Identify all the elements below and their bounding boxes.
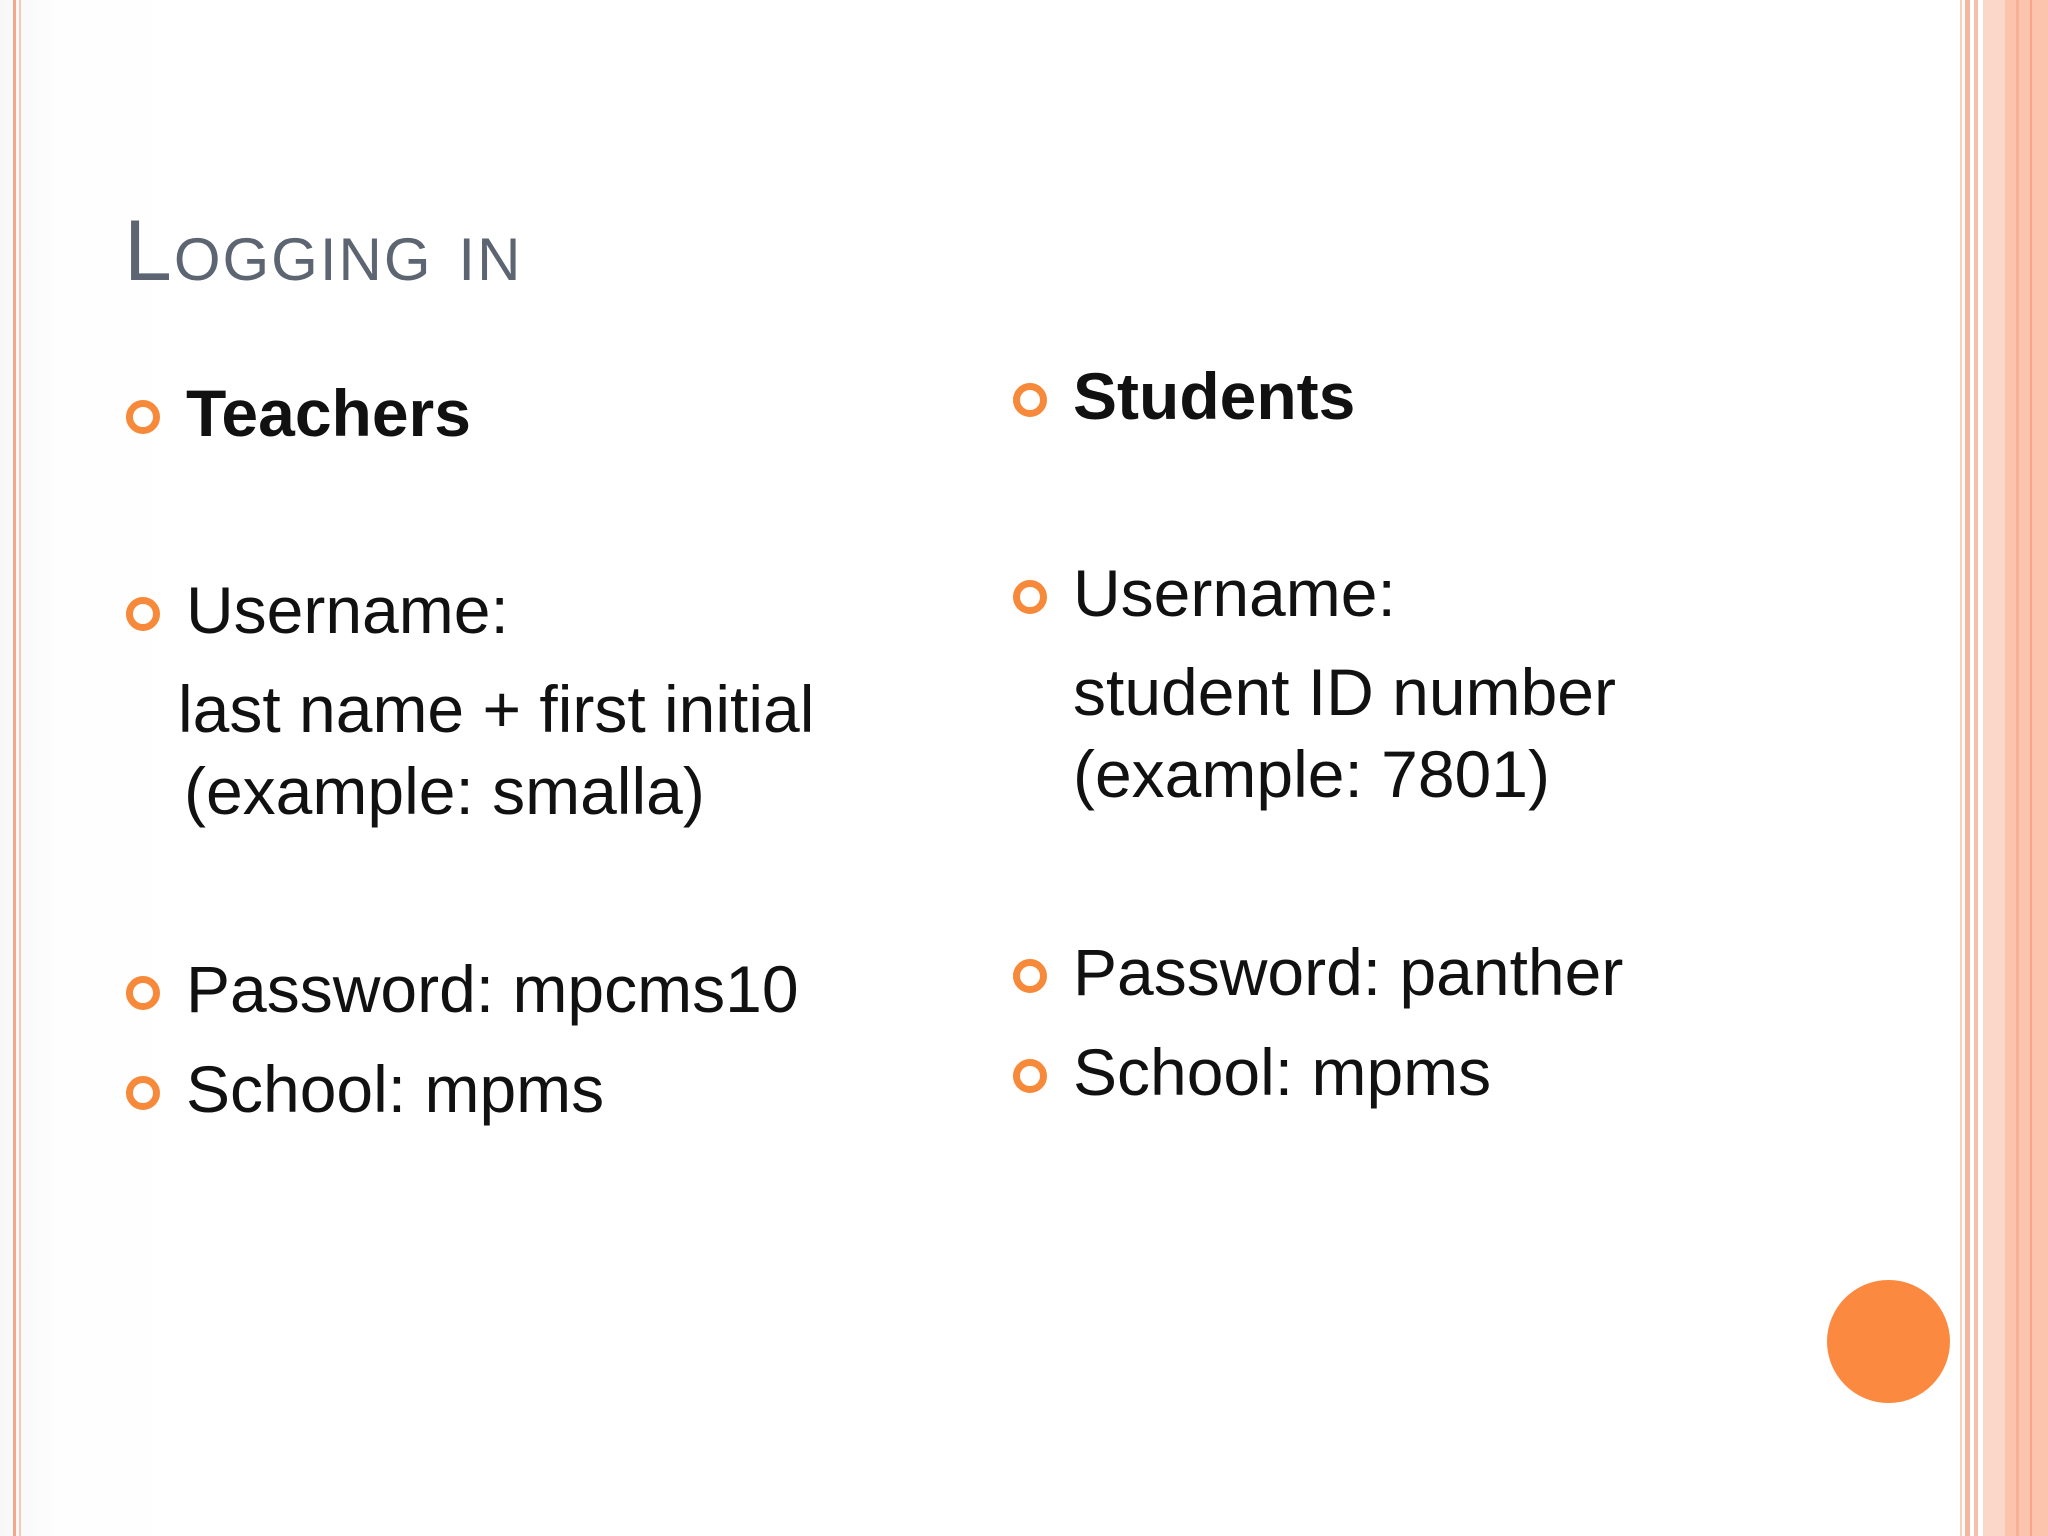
orange-circle-decoration bbox=[1827, 1280, 1950, 1403]
ring-bullet-icon bbox=[1013, 383, 1047, 417]
right-border-stripe bbox=[1974, 0, 1978, 1536]
students-school: School: mpms bbox=[1073, 1035, 1492, 1109]
right-border-stripe bbox=[2016, 0, 2019, 1536]
ring-bullet-icon bbox=[126, 400, 160, 434]
ring-bullet-icon bbox=[126, 976, 160, 1010]
right-border-stripe bbox=[2030, 0, 2032, 1536]
ring-bullet-icon bbox=[1013, 959, 1047, 993]
right-border-stripe bbox=[1965, 0, 1970, 1536]
ring-bullet-icon bbox=[126, 1076, 160, 1110]
teachers-username-format: last name + first initial bbox=[178, 672, 815, 746]
left-border-stripe bbox=[19, 0, 21, 1536]
students-username-format: student ID number bbox=[1073, 655, 1616, 729]
teachers-username-label: Username: bbox=[186, 573, 509, 647]
ring-bullet-icon bbox=[1013, 1059, 1047, 1093]
right-border-stripe bbox=[1983, 0, 2005, 1536]
ring-bullet-icon bbox=[1013, 580, 1047, 614]
ring-bullet-icon bbox=[126, 597, 160, 631]
left-border-stripe bbox=[13, 0, 16, 1536]
teachers-username-example: (example: smalla) bbox=[184, 754, 705, 828]
right-border-stripe bbox=[2005, 0, 2048, 1536]
teachers-school: School: mpms bbox=[186, 1052, 605, 1126]
slide-title: Logging in bbox=[124, 203, 523, 299]
students-password: Password: panther bbox=[1073, 935, 1624, 1009]
teachers-password: Password: mpcms10 bbox=[186, 952, 799, 1026]
students-username-example: (example: 7801) bbox=[1073, 737, 1550, 811]
right-border-stripe bbox=[1960, 0, 1962, 1536]
students-username-label: Username: bbox=[1073, 556, 1396, 630]
students-heading: Students bbox=[1073, 359, 1356, 433]
teachers-heading: Teachers bbox=[186, 376, 471, 450]
